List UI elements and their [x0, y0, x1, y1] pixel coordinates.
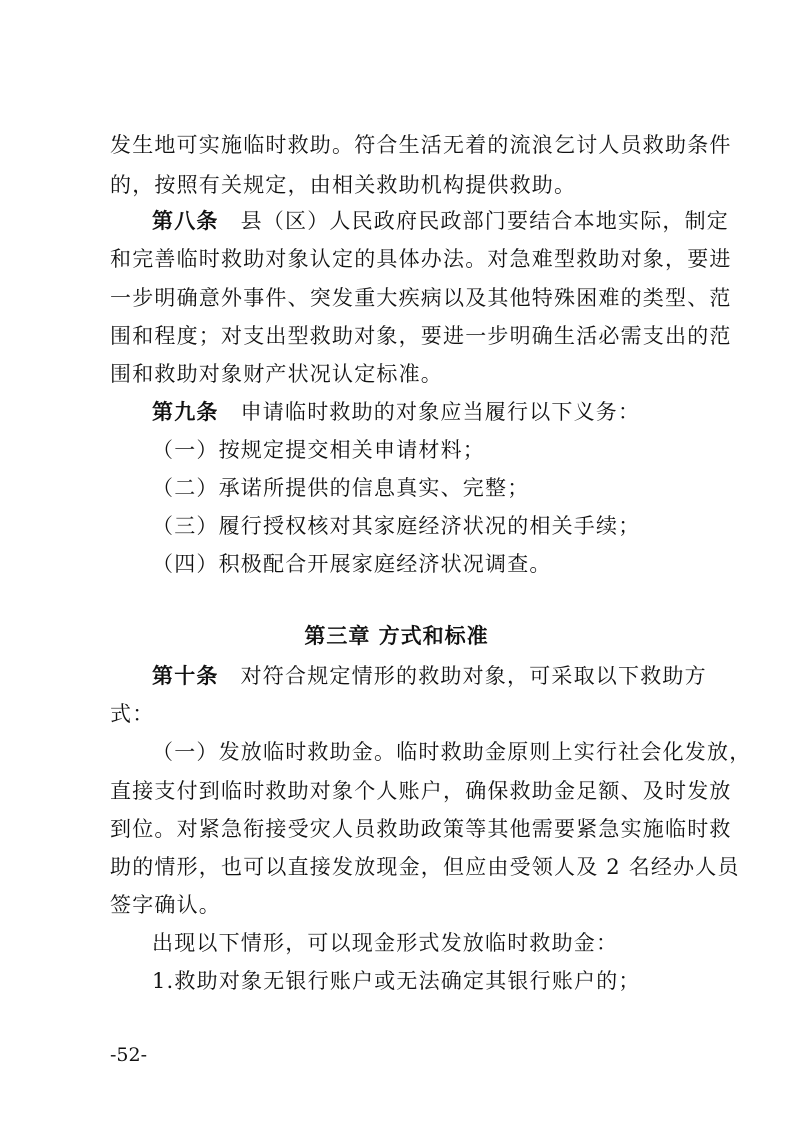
paragraph-line: 发生地可实施临时救助。符合生活无着的流浪乞讨人员救助条件 — [110, 133, 732, 157]
paragraph-line: 签字确认。 — [110, 893, 221, 917]
article-10-label: 第十条 — [152, 664, 219, 688]
paragraph-line: 助的情形，也可以直接发放现金，但应由受领人及 2 名经办人员 — [110, 855, 740, 879]
chapter-heading: 第三章 方式和标准 — [304, 624, 489, 648]
article-9-label: 第九条 — [152, 400, 219, 424]
list-item: （二）承诺所提供的信息真实、完整； — [152, 476, 530, 500]
article-10-text: 对符合规定情形的救助对象，可采取以下救助方 — [240, 664, 707, 688]
list-item: （一）按规定提交相关申请材料； — [152, 438, 485, 462]
paragraph-line: （一）发放临时救助金。临时救助金原则上实行社会化发放， — [152, 740, 752, 764]
paragraph-line: 式： — [110, 702, 155, 726]
list-item: 1.救助对象无银行账户或无法确定其银行账户的； — [152, 969, 641, 993]
paragraph-line: 一步明确意外事件、突发重大疾病以及其他特殊困难的类型、范 — [110, 286, 732, 310]
paragraph-line: 直接支付到临时救助对象个人账户，确保救助金足额、及时发放 — [110, 779, 732, 803]
article-8-text: 县（区）人民政府民政部门要结合本地实际，制定 — [240, 209, 730, 233]
article-9-text: 申请临时救助的对象应当履行以下义务： — [240, 400, 641, 424]
list-item: （三）履行授权核对其家庭经济状况的相关手续； — [152, 514, 641, 538]
paragraph-line: 围和救助对象财产状况认定标准。 — [110, 362, 443, 386]
page-number: -52- — [110, 1044, 148, 1066]
paragraph-line: 到位。对紧急衔接受灾人员救助政策等其他需要紧急实施临时救 — [110, 817, 732, 841]
article-8-first-line — [152, 207, 730, 235]
paragraph-line: 围和程度；对支出型救助对象，要进一步明确生活必需支出的范 — [110, 324, 732, 348]
list-item: （四）积极配合开展家庭经济状况调查。 — [152, 552, 552, 576]
paragraph-line: 的，按照有关规定，由相关救助机构提供救助。 — [110, 173, 577, 197]
paragraph-line: 和完善临时救助对象认定的具体办法。对急难型救助对象，要进 — [110, 247, 732, 271]
article-10-first-line — [152, 662, 707, 690]
article-9-first-line — [152, 398, 700, 426]
paragraph-line: 出现以下情形，可以现金形式发放临时救助金： — [152, 931, 619, 955]
article-8-label: 第八条 — [152, 209, 219, 233]
